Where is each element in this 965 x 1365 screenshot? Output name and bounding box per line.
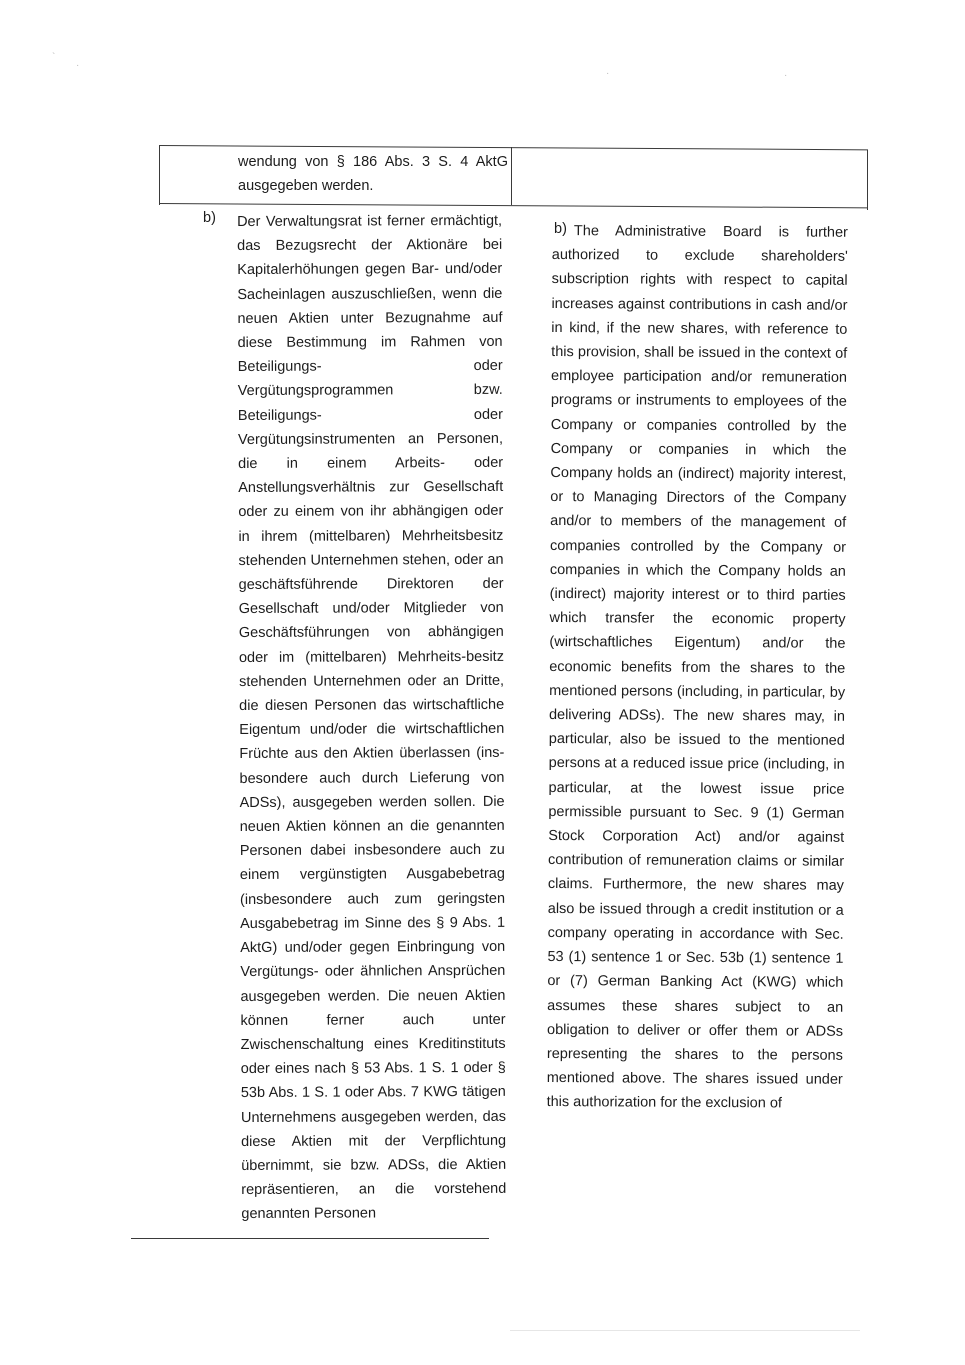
table-left-border	[159, 145, 160, 205]
german-clause-text: Der Verwaltungsrat ist ferner ermächtigt, das Bezugsrecht der Aktionäre bei Kapitalerhöhungen gegen Bar- und/oder Sacheinlagen auszuschließen, wenn die neuen Aktien unter Bezugnahme auf diese Bestimmung im Rahmen von Beteiligungs- oder Vergütungsprogrammen bzw. Beteiligungs- oder Vergütungsinstrumenten an Personen, die in einem Arbeits- oder Anstellungsverhältnis zur Gesellschaft oder zu einem von ihr abhängigen oder in ihrem (mittelbaren) Mehrheitsbesitz stehenden Unternehmen stehen, oder an geschäftsführende Direktoren der Gesellschaft und/oder Mitglieder von Geschäftsführungen von abhängigen oder im (mittelbaren) Mehrheits-besitz stehenden Unternehmen oder an Dritte, die diesen Personen das wirtschaftliche Eigentum und/oder die wirtschaftlichen Früchte aus den Aktien überlassen (ins-besondere auch durch Lieferung von ADSs), ausgegeben werden sollen. Die neuen Aktien können an die genannten Personen dabei insbesondere auch zu einem vergünstigten Ausgabebetrag (insbesondere auch zum geringsten Ausgabebetrag im Sinne des § 9 Abs. 1 AktG) und/oder gegen Einbringung von Vergütungs- oder ähnlichen Ansprüchen ausgegeben werden. Die neuen Aktien können ferner auch unter Zwischenschaltung eines Kreditinstituts oder eines nach § 53 Abs. 1 S. 1 oder § 53b Abs. 1 S. 1 oder Abs. 7 KWG tätigen Unternehmens ausgegeben werden, das diese Aktien mit der Verpflichtung übernimmt, sie bzw. ADSs, die Aktien repräsentieren, an die vorstehend genannten Personen	[237, 212, 507, 1223]
scan-speck: ·	[784, 70, 788, 81]
table-row-divider	[159, 203, 868, 208]
scan-speck: ·	[76, 60, 80, 71]
table-column-divider-top	[511, 147, 512, 205]
english-clause-body: The Administrative Board is further authorized to exclude shareholders' subscription rights with respect to capital increases against contributions in cash and/or in kind, if the new shares, with reference to this provision, shall be issued in the context of employee participation and/or remuneration programs or instruments to employees of the Company or companies controlled by the Company or companies in which the Company holds an (indirect) majority interest, or to Managing Directors of the Company and/or to members of the management of companies controlled by the Company or companies in which the Company holds an (indirect) majority interest or to third parties which transfer the economic property (wirtschaftliches Eigentum) and/or the economic benefits from the shares to the mentioned persons (including, in particular, by delivering ADSs). The new shares may, in particular, also be issued to the mentioned persons at a reduced issue price (including, in particular, at the lowest issue price permissible pursuant to Sec. 9 (1) German Stock Corporation Act) and/or against contribution of remuneration claims or similar claims. Furthermore, the new shares may also be issued through a credit institution or a company operating in accordance with Sec. 53 (1) sentence 1 or Sec. 53b (1) sentence 1 or (7) German Banking Act (KWG) which assumes these shares subject to an obligation to deliver or offer them or ADSs representing the shares to the persons mentioned above. The shares issued under this authorization for the exclusion of	[546, 223, 848, 1112]
german-item-label: b)	[203, 210, 216, 226]
table-right-border	[867, 150, 868, 210]
top-row-left-cell: wendung von § 186 Abs. 3 S. 4 AktG ausgegeben werden.	[238, 154, 508, 194]
table-bottom-border-left	[131, 1238, 489, 1239]
scan-speck: ·	[606, 68, 610, 79]
scan-speck: `	[52, 52, 56, 63]
english-clause-text	[547, 219, 848, 1116]
scan-edge-line	[510, 1330, 860, 1331]
english-item-label: b)	[554, 221, 567, 237]
